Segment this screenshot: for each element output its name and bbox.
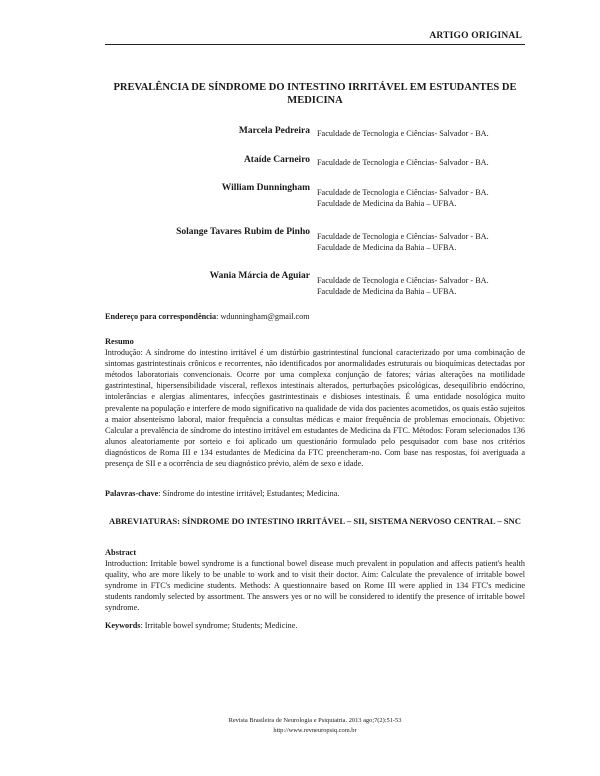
author-affiliation: Faculdade de Medicina da Bahia – UFBA.: [317, 243, 457, 252]
correspondence-label: Endereço para correspondência: [105, 312, 217, 321]
author-name: Ataíde Carneiro: [243, 155, 310, 165]
keywords-pt-text: : Síndrome do intestine irritável; Estudantes; Medicina.: [158, 489, 340, 498]
author-name: Solange Tavares Rubim de Pinho: [176, 227, 310, 237]
author-affiliation: Faculdade de Tecnologia e Ciências- Salvador - BA.: [317, 129, 489, 138]
keywords-en: [105, 620, 525, 631]
abstract-section: [105, 547, 525, 614]
footer-url[interactable]: http://www.revneuropsiq.com.br: [273, 727, 357, 734]
article-title: PREVALÊNCIA DE SÍNDROME DO INTESTINO IRRITÁVEL EM ESTUDANTES DE MEDICINA: [113, 82, 517, 106]
correspondence-email[interactable]: : wdunningham@gmail.com: [216, 312, 310, 321]
footer-citation: Revista Brasileira de Neurologia e Psiquiatria. 2013 ago;7(2):51-53: [228, 717, 402, 724]
section-tag: ARTIGO ORIGINAL: [429, 31, 522, 41]
author-name: Marcela Pedreira: [238, 126, 310, 136]
header-rule: [105, 44, 525, 45]
abbreviations: ABREVIATURAS: SÍNDROME DO INTESTINO IRRITÁVEL – SII, SISTEMA NERVOSO CENTRAL – SNC: [109, 516, 521, 526]
resumo-text: Introdução: A síndrome do intestino irritável é um distúrbio gastrintestinal funcional caracterizado por uma combinação de sintomas gastrintestinais crônicos e recorrentes, não identificados por anormalidades estruturais ou bioquímicas detectadas por métodos laboratoriais convencionais. Ocorre por uma complexa conjunção de fatores; várias alterações na motilidade gastrintestinal, hipersensibilidade visceral, reflexos intestinais alterados, perturbações psicológicas, desequilíbrio endócrino, intolerâncias e alergias alimentares, infecções gastrintestinais e disbioses intestinais. É uma entidade nosológica muito prevalente na população e interfere de modo significativo na qualidade de vida dos pacientes acometidos, os quais estão sujeitos a maior absenteísmo laboral, maior frequência a consultas médicas e maior frequência de problemas emocionais. Objetivo: Calcular a prevalência de síndrome do intestino irritável em estudantes de Medicina da FTC. Métodos: Foram selecionados 136 alunos aleatoriamente por sorteio e foi aplicado um questionário formulado pelo pesquisador com base nos critérios diagnósticos de Roma III e 134 estudantes de Medicina da FTC preencheram-no. Com base nas respostas, foi averiguada a presença de SII e a ocorrência de seu diagnóstico prévio, além de sexo e idade.: [105, 348, 525, 469]
author-affiliation: Faculdade de Tecnologia e Ciências- Salvador - BA.: [317, 232, 489, 241]
resumo-heading: Resumo: [105, 337, 134, 346]
author-affiliation: Faculdade de Tecnologia e Ciências- Salvador - BA.: [317, 188, 489, 197]
author-affiliation: Faculdade de Tecnologia e Ciências- Salvador - BA.: [317, 158, 489, 167]
author-affiliation: Faculdade de Medicina da Bahia – UFBA.: [317, 287, 457, 296]
correspondence: [105, 311, 525, 322]
keywords-en-label: Keywords: [105, 621, 141, 630]
author-affiliation: Faculdade de Medicina da Bahia – UFBA.: [317, 199, 457, 208]
abstract-text: Introduction: Irritable bowel syndrome is a functional bowel disease much prevalent in population and affects patient's health quality, who are more likely to be unable to work and to visit their doctor. Aim: Calculate the prevalence of irritable bowel syndrome in FTC's medicine students. Methods: A questionnaire based on Rome III were applied in 134 FTC's medicine students randomly selected by assortment. The answers yes or no will be considered to identify the presence of irritable bowel syndrome.: [105, 559, 525, 613]
author-name: William Dunningham: [221, 183, 310, 193]
keywords-pt-label: Palavras-chave: [105, 489, 159, 498]
keywords-en-text: : Irritable bowel syndrome; Students; Medicine.: [140, 621, 298, 630]
resumo-section: [105, 336, 525, 469]
abstract-heading: Abstract: [105, 548, 137, 557]
author-affiliation: Faculdade de Tecnologia e Ciências- Salvador - BA.: [317, 276, 489, 285]
author-name: Wania Márcia de Aguiar: [209, 271, 310, 281]
keywords-pt: [105, 488, 525, 499]
